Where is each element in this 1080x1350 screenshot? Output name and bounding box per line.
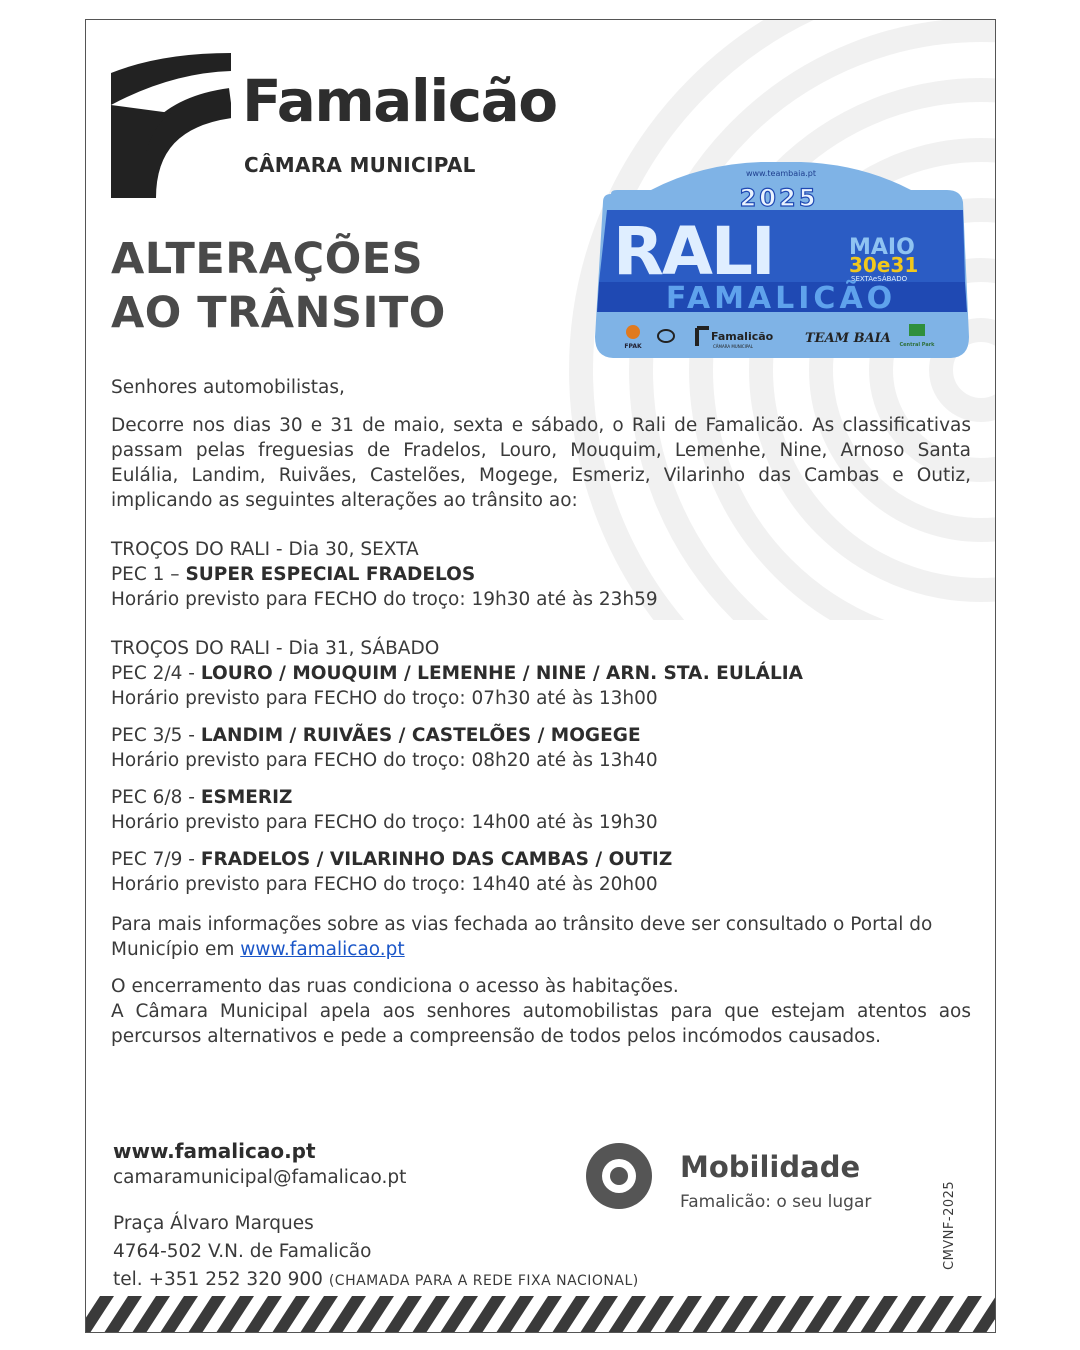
closing-line: O encerramento das ruas condiciona o acesso às habitações.: [111, 976, 679, 997]
stage-prefix: PEC 3/5 -: [111, 725, 201, 746]
intro-paragraph: Decorre nos dias 30 e 31 de maio, sexta e sábado, o Rali de Famalicão. As classificativas passam pelas freguesias de Fradelos, Louro, Mouquim, Lemenhe, Nine, Arnoso Santa Eulália, Landim, Ruivães, Castelões, Mogege, Esmeriz, Vilarinho das Cambas e Outiz, implicando as seguintes alterações ao trânsito ao:: [111, 415, 971, 511]
badge-url: www.teambaia.pt: [745, 169, 817, 178]
badge-year: 2025: [739, 184, 819, 212]
address-line-2: 4764-502 V.N. de Famalicão: [113, 1241, 372, 1262]
notice-body: [111, 375, 971, 1049]
badge-weekdays: SEXTAeSÁBADO: [851, 275, 908, 283]
closing-paragraph: A Câmara Municipal apela aos senhores automobilistas para que estejam atentos aos percursos alternativos e pede a compreensão de todos pelos incómodos causados.: [111, 1001, 971, 1047]
stage-prefix: PEC 6/8 -: [111, 787, 201, 808]
famalicao-logo-icon: [111, 53, 231, 198]
stage-schedule: Horário previsto para FECHO do troço: 07h30 até às 13h00: [111, 688, 658, 709]
stage-schedule: Horário previsto para FECHO do troço: 14h00 até às 19h30: [111, 812, 658, 833]
sponsor-famalicao: Famalicão: [711, 330, 774, 343]
badge-famalicao: FAMALICÃO: [665, 281, 897, 316]
stage-pec3-5: [111, 723, 971, 748]
stage-name: LANDIM / RUIVÃES / CASTELÕES / MOGEGE: [200, 725, 641, 746]
website-link[interactable]: www.famalicao.pt: [113, 1139, 316, 1163]
day31-heading: TROÇOS DO RALI - Dia 31, SÁBADO: [111, 638, 440, 659]
badge-rali: RALI: [613, 213, 774, 290]
stage-prefix: PEC 1 –: [111, 564, 186, 585]
mobilidade-title: Mobilidade: [680, 1150, 861, 1184]
day30-heading: TROÇOS DO RALI - Dia 30, SEXTA: [111, 539, 419, 560]
stage-name: SUPER ESPECIAL FRADELOS: [185, 564, 476, 585]
portal-link[interactable]: www.famalicao.pt: [240, 939, 405, 960]
poster-frame: [85, 19, 996, 1333]
phone-line: [113, 1266, 639, 1295]
page-title: [111, 232, 446, 340]
rally-badge: [591, 162, 973, 359]
stage-schedule: Horário previsto para FECHO do troço: 19h30 até às 23h59: [111, 589, 658, 610]
stage-pec6-8: [111, 785, 971, 810]
email-link[interactable]: camaramunicipal@famalicao.pt: [113, 1167, 407, 1188]
phone-number: tel. +351 252 320 900: [113, 1269, 323, 1290]
day30-section: [111, 537, 971, 612]
logo-subtitle: CÂMARA MUNICIPAL: [244, 153, 476, 177]
sponsor-famalicao-sub: CÂMARA MUNICIPAL: [713, 344, 753, 349]
headline-line-2: AO TRÂNSITO: [111, 288, 446, 338]
stage-pec7-9: [111, 847, 971, 872]
badge-days: 30e31: [849, 253, 919, 277]
mobilidade-subtitle: Famalicão: o seu lugar: [680, 1192, 872, 1212]
stage-prefix: PEC 2/4 -: [111, 663, 201, 684]
logo-title: Famalicão: [242, 67, 557, 135]
info-paragraph: [111, 912, 971, 962]
stage-prefix: PEC 7/9 -: [111, 849, 201, 870]
document-code: CMVNF-2025: [942, 1180, 957, 1270]
headline-line-1: ALTERAÇÕES: [111, 234, 424, 284]
stage-schedule: Horário previsto para FECHO do troço: 08h20 até às 13h40: [111, 750, 658, 771]
phone-note: (CHAMADA PARA A REDE FIXA NACIONAL): [328, 1273, 639, 1289]
stage-name: FRADELOS / VILARINHO DAS CAMBAS / OUTIZ: [200, 849, 673, 870]
day31-section: [111, 636, 971, 897]
mobilidade-ring-icon: [586, 1143, 652, 1209]
sponsor-central-park: Central Park: [899, 342, 935, 348]
stage-name: ESMERIZ: [200, 787, 293, 808]
contacts-block: [113, 1138, 639, 1295]
stage-pec1: [111, 562, 971, 587]
sponsor-fpak: FPAK: [624, 343, 642, 350]
address-line-1: Praça Álvaro Marques: [113, 1213, 314, 1234]
badge-month: MAIO: [849, 235, 915, 260]
sponsor-team-baia: TEAM BAIA: [805, 331, 891, 346]
greeting: Senhores automobilistas,: [111, 377, 345, 398]
stage-pec2-4: [111, 661, 971, 686]
stage-name: LOURO / MOUQUIM / LEMENHE / NINE / ARN. STA. EULÁLIA: [200, 663, 803, 684]
stage-schedule: Horário previsto para FECHO do troço: 14h40 até às 20h00: [111, 874, 658, 895]
hazard-stripes: [86, 1296, 996, 1333]
info-text: Para mais informações sobre as vias fechada ao trânsito deve ser consultado o Portal do Município em: [111, 914, 933, 960]
